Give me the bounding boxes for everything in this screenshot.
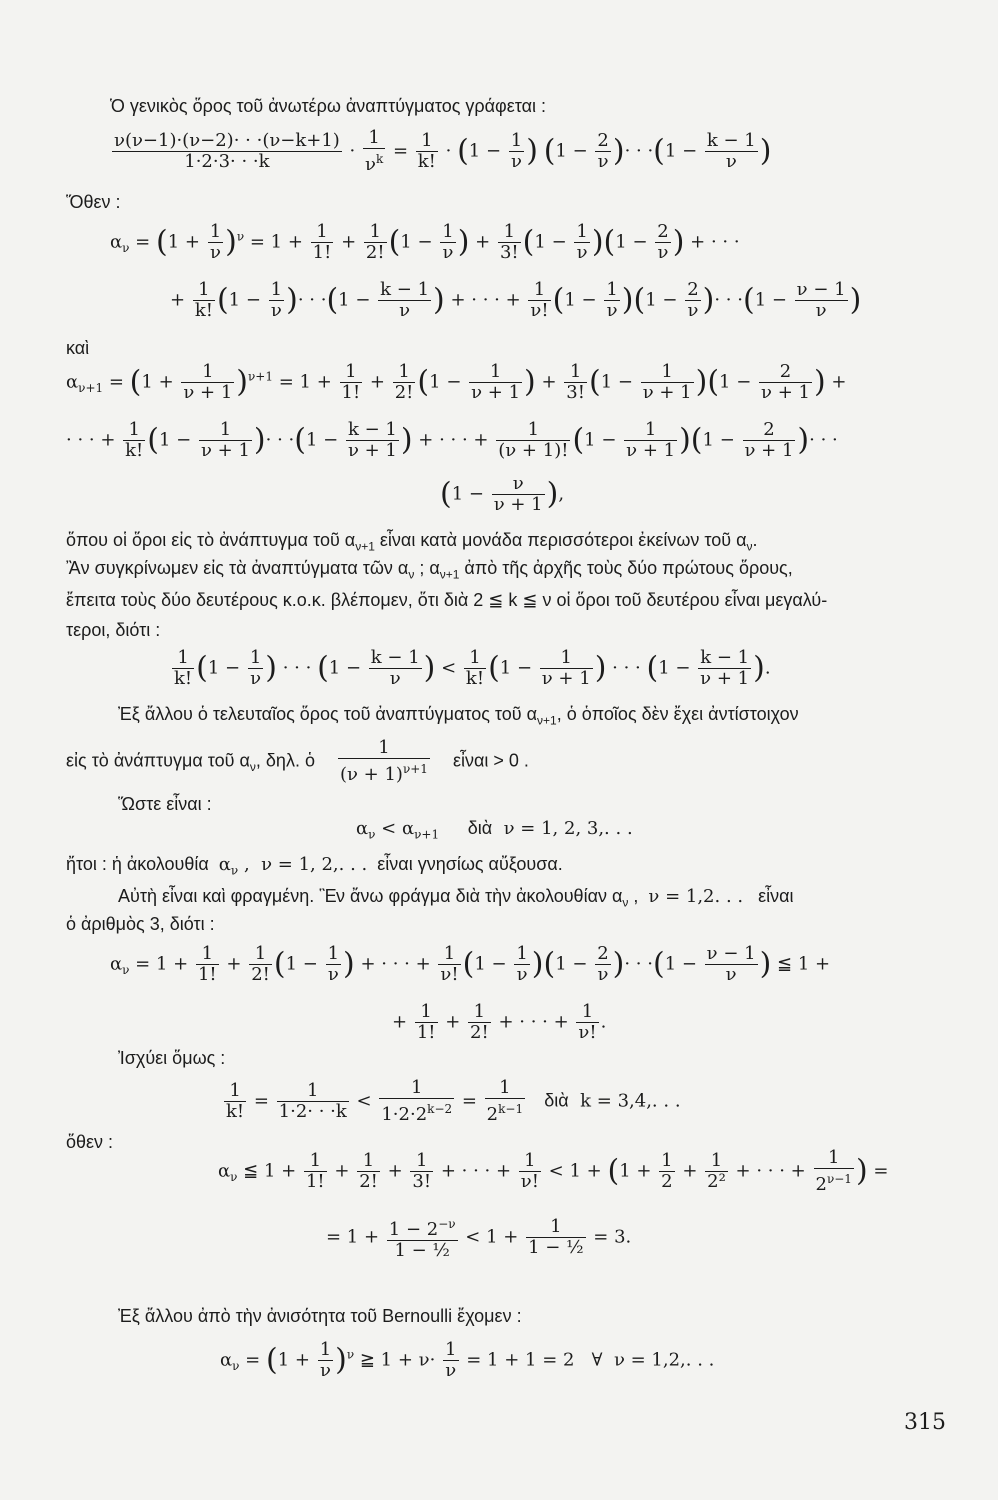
paragraph-an: Ἂν συγκρίνωμεν εἰς τὰ ἀναπτύγματα τῶν $\alpha_\nu$ ; $\alpha_{\nu+1}$ ἀπὸ τῆς ἀρχῆς τοὺς δύο πρώτους ὅρους, xyxy=(66,558,793,582)
hothen-label: Ὅθεν : xyxy=(66,192,121,212)
a-nu-plus-1-line2: · · · + $\frac{1}{k!}$ (1 − $\frac{1}{\nu + 1}$ )· · ·(1 − $\frac{k - 1}{\nu + 1}$ ) + · · · + $\frac{1}{(\nu + 1)!}$ (1 − $\frac{1}{\nu + 1}$ )(1 − $\frac{2}{\nu + 1}$ )· · · xyxy=(66,419,838,461)
intro-text: Ὁ γενικὸς ὅρος τοῦ ἀνωτέρω ἀναπτύγματος γράφεται : xyxy=(110,96,546,116)
a-nu-expansion-line2: + $\frac{1}{k!}$ (1 − $\frac{1}{\nu}$ )· · ·(1 − $\frac{k - 1}{\nu}$ ) + · · · + $\frac{1}{\nu!}$ (1 − $\frac{1}{\nu}$ )(1 − $\frac{2}{\nu}$ )· · ·(1 − $\frac{\nu - 1}{\nu}$ ) xyxy=(170,279,862,321)
page-number: 315 xyxy=(904,1410,946,1435)
geometric-bound-line1: $\alpha_\nu$ ≦ 1 + $\frac{1}{1!}$ + $\frac{1}{2!}$ + $\frac{1}{3!}$ + · · · + $\frac{1}{\nu!}$ < 1 + (1 + $\frac{1}{2}$ + $\frac{1}{\text{2²}}$ + · · · + $\frac{1}{2^{\nu-1}}$ ) = xyxy=(218,1147,889,1195)
a-nu-plus-1-line3: (1 − $\frac{\nu}{\nu + 1}$ ), xyxy=(440,473,565,515)
paragraph-hopou: ὅπου οἱ ὅροι εἰς τὸ ἀνάπτυγμα τοῦ $\alpha_{\nu+1}$ εἶναι κατὰ μονάδα περισσότεροι ἐκείνων τοῦ $\alpha_\nu$. xyxy=(66,530,758,554)
paragraph-hoste: Ὥστε εἶναι : xyxy=(118,794,212,814)
paragraph-othen2: ὅθεν : xyxy=(66,1132,114,1152)
a-nu-plus-1-line1: $\alpha_{\nu+1} = (1$ + $\frac{1}{\nu + 1}$ )$^{\nu+1}$ = 1 + $\frac{1}{1!}$ + $\frac{1}{2!}$ (1 − $\frac{1}{\nu + 1}$ ) + $\frac{1}{3!}$ (1 − $\frac{1}{\nu + 1}$ )(1 − $\frac{2}{\nu + 1}$ ) + xyxy=(66,361,847,403)
paragraph-epeita: ἔπειτα τοὺς δύο δευτέρους κ.ο.κ. βλέπομεν, ὅτι διὰ 2 ≦ k ≦ ν οἱ ὅροι τοῦ δευτέρου εἶναι μεγαλύ- xyxy=(66,590,828,610)
bernoulli-inequality: $\alpha_\nu = (1$ + $\frac{1}{\nu}$ )$^\nu$ ≧ 1 + ν· $\frac{1}{\nu}$ = 1 + 1 = 2 ∀ ν = 1,2,. . . xyxy=(220,1339,715,1381)
paragraph-teroi: τεροι, διότι : xyxy=(66,620,161,640)
bound-line2: + $\frac{1}{1!}$ + $\frac{1}{2!}$ + · · · + $\frac{1}{\nu!}$ . xyxy=(392,1001,607,1043)
factorial-inequality: $\frac{1}{k!}$ = $\frac{1}{1\cdot 2\cdot \cdot \cdot k}$ < $\frac{1}{1\cdot 2\cdot 2^{k-2}}$ = $\frac{1}{2^{k-1}}$ διὰ k = 3,4,. . . xyxy=(226,1077,681,1125)
bound-line1: $\alpha_\nu = 1$ + $\frac{1}{1!}$ + $\frac{1}{2!}$ (1 − $\frac{1}{\nu}$ ) + · · · + $\frac{1}{\nu!}$ (1 − $\frac{1}{\nu}$ )(1 − $\frac{2}{\nu}$ )· · ·(1 − $\frac{\nu - 1}{\nu}$ ) ≦ 1 + xyxy=(110,943,831,985)
paragraph-exallou: Ἐξ ἄλλου ὁ τελευταῖος ὅρος τοῦ ἀναπτύγματος τοῦ $\alpha_{\nu+1}$, ὁ ὁποῖος δὲν ἔχει ἀντίστοιχον xyxy=(118,704,799,728)
a-nu-expansion-line1: $\alpha_\nu = (1$ + $\frac{1}{\nu}$ )$^\nu$ = 1 + $\frac{1}{1!}$ + $\frac{1}{2!}$ (1 − $\frac{1}{\nu}$ ) + $\frac{1}{3!}$ (1 − $\frac{1}{\nu}$ )(1 − $\frac{2}{\nu}$ ) + · · · xyxy=(110,221,740,263)
paragraph-ntoi: ἤτοι : ἡ ἀκολουθία $\alpha_\nu$ , ν = 1, 2,. . . εἶναι γνησίως αὔξουσα. xyxy=(66,854,563,878)
term-inequality: $\frac{1}{k!}$ (1 − $\frac{1}{\nu}$ ) · · · (1 − $\frac{k - 1}{\nu}$ ) < $\frac{1}{k!}$ (1 − $\frac{1}{\nu + 1}$ ) · · · (1 − $\frac{k - 1}{\nu + 1}$ ). xyxy=(174,647,771,689)
paragraph-arithmos: ὁ ἀριθμὸς 3, διότι : xyxy=(66,914,215,934)
general-term-formula: $\frac{\nu(\nu-1)\cdot(\nu-2)\cdot \cdot \cdot(\nu-k+1)}{1\cdot 2\cdot 3\cdot \cdot \cdot k}$ · $\frac{1}{\nu^k}$ = $\frac{1}{k!}$ · (1 − $\frac{1}{\nu}$ ) (1 − $\frac{2}{\nu}$ )· · ·(1 − $\frac{k - 1}{\nu}$ ) xyxy=(114,127,772,175)
paragraph-bernoulli: Ἐξ ἄλλου ἀπὸ τὴν ἀνισότητα τοῦ Bernoulli ἔχομεν : xyxy=(118,1306,522,1326)
geometric-bound-line2: = 1 + $\frac{1 - 2^{-\nu}}{\text{1 − ½}}$ < 1 + $\frac{1}{\text{1 − ½}}$ = 3. xyxy=(326,1216,632,1261)
paragraph-isxyei: Ἰσχύει ὅμως : xyxy=(118,1048,226,1068)
monotonic-statement: $\alpha_\nu < \alpha_{\nu+1}$ διὰ ν = 1, 2, 3,. . . xyxy=(356,818,633,842)
paragraph-eis: εἰς τὸ ἀνάπτυγμα τοῦ $\alpha_\nu$, δηλ. ὁ $\frac{1}{(\nu + 1)^{\nu+1}}$ εἶναι > 0 . xyxy=(66,737,529,785)
kai-label: καὶ xyxy=(66,338,90,358)
paragraph-auti: Αὐτὴ εἶναι καὶ φραγμένη. Ἓν ἄνω φράγμα διὰ τὴν ἀκολουθίαν $\alpha_\nu$ , ν = 1,2. . . εἶναι xyxy=(118,886,794,910)
